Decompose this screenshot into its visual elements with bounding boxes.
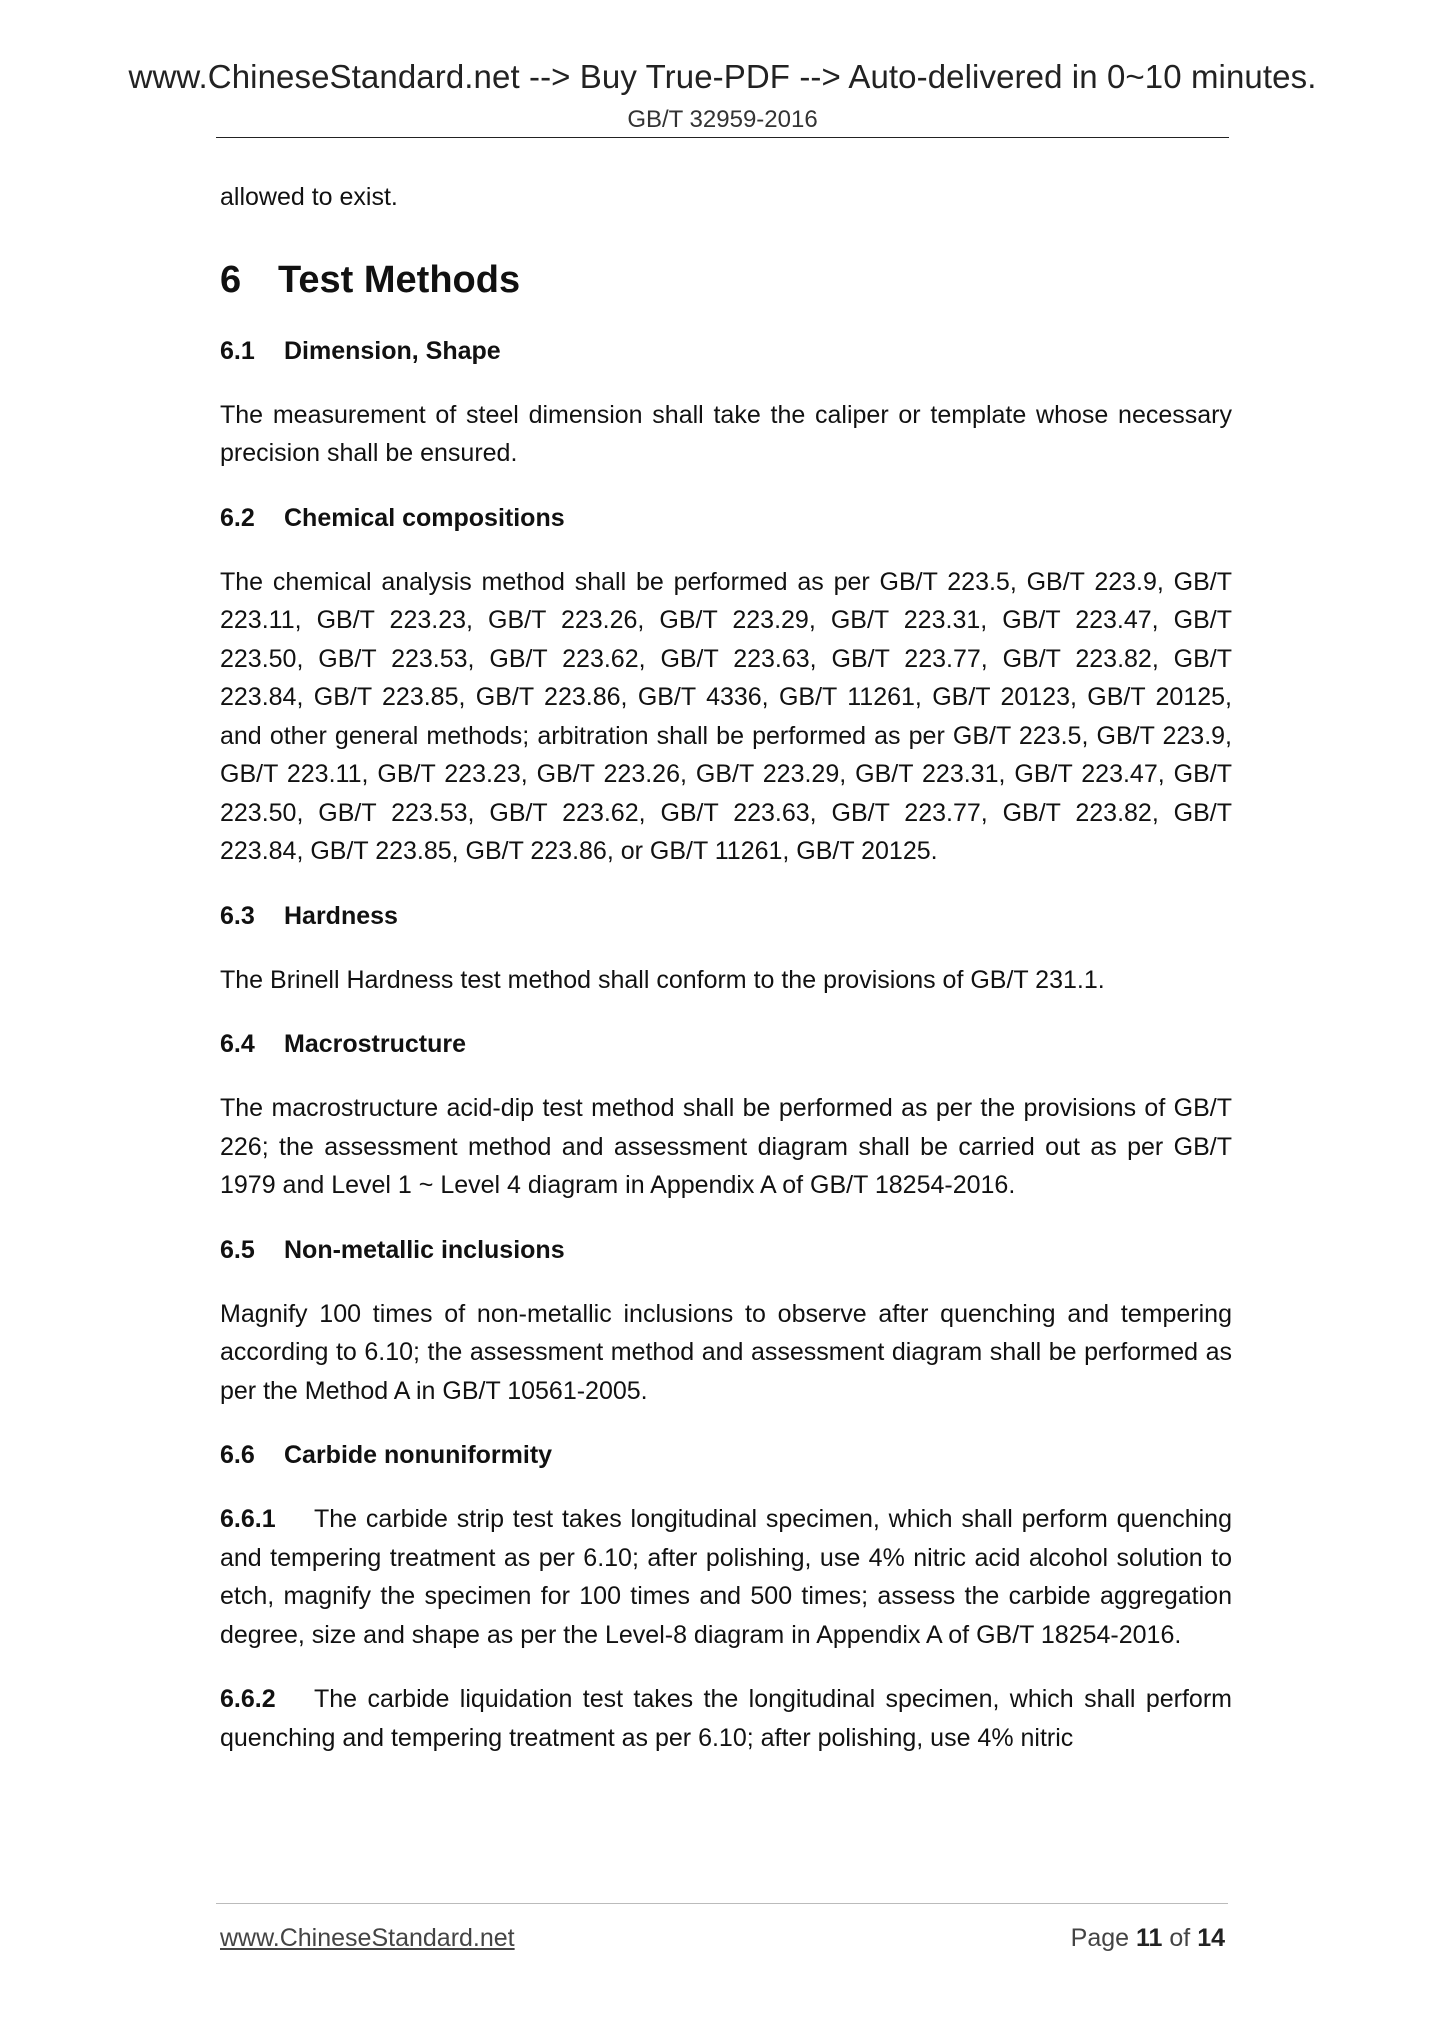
- paragraph-6-6-1: [220, 1500, 1232, 1654]
- paragraph-6-6-2: [220, 1680, 1232, 1757]
- subsection-number: 6.4: [220, 1030, 255, 1058]
- section-6-heading: [220, 258, 1232, 302]
- subsection-6-2-heading: [220, 499, 1232, 537]
- subsection-6-1-heading: [220, 332, 1232, 370]
- footer-divider: [216, 1903, 1228, 1904]
- subsection-6-5-heading: [220, 1231, 1232, 1269]
- subsection-number: 6.6: [220, 1441, 255, 1469]
- footer-site-link[interactable]: www.ChineseStandard.net: [220, 1924, 515, 1952]
- intro-text: allowed to exist.: [220, 183, 398, 211]
- section-number: 6: [220, 258, 242, 301]
- subsection-6-2-text: The chemical analysis method shall be performed as per GB/T 223.5, GB/T 223.9, GB/T 223.11, GB/T 223.23, GB/T 223.26, GB/T 223.29, GB/T 223.31, GB/T 223.47, GB/T 223.50, GB/T 223.53, GB/T 223.62, GB/T 223.63, GB/T 223.77, GB/T 223.82, GB/T 223.84, GB/T 223.85, GB/T 223.86, GB/T 4336, GB/T 11261, GB/T 20123, GB/T 20125, and other general methods; arbitration shall be performed as per GB/T 223.5, GB/T 223.9, GB/T 223.11, GB/T 223.23, GB/T 223.26, GB/T 223.29, GB/T 223.31, GB/T 223.47, GB/T 223.50, GB/T 223.53, GB/T 223.62, GB/T 223.63, GB/T 223.77, GB/T 223.82, GB/T 223.84, GB/T 223.85, GB/T 223.86, or GB/T 11261, GB/T 20125.: [220, 567, 1232, 865]
- paragraph-number: 6.6.2: [220, 1685, 276, 1713]
- page-of: of: [1169, 1924, 1191, 1952]
- paragraph-text: The carbide strip test takes longitudinal specimen, which shall perform quenching and tempering treatment as per 6.10; after polishing, use 4% nitric acid alcohol solution to etch, magnify the specimen for 100 times and 500 times; assess the carbide aggregation degree, size and shape as per the Level-8 diagram in Appendix A of GB/T 18254-2016.: [220, 1505, 1232, 1649]
- total-pages: 14: [1197, 1924, 1225, 1952]
- subsection-title: Dimension, Shape: [284, 336, 501, 365]
- subsection-6-3-heading: [220, 897, 1232, 935]
- standard-code: GB/T 32959-2016: [627, 106, 818, 133]
- subsection-number: 6.1: [220, 336, 255, 365]
- subsection-6-6-heading: [220, 1436, 1232, 1474]
- subsection-title: Macrostructure: [284, 1030, 466, 1058]
- header-divider: [216, 137, 1229, 138]
- subsection-6-5-text: Magnify 100 times of non-metallic inclusions to observe after quenching and tempering according to 6.10; the assessment method and assessment diagram shall be performed as per the Method A in GB/T 10561-2005.: [220, 1299, 1232, 1405]
- paragraph-text: The carbide liquidation test takes the longitudinal specimen, which shall perform quenching and tempering treatment as per 6.10; after polishing, use 4% nitric: [220, 1685, 1232, 1752]
- paragraph-number: 6.6.1: [220, 1505, 276, 1533]
- section-title: Test Methods: [278, 258, 521, 301]
- subsection-number: 6.3: [220, 901, 255, 930]
- subsection-title: Carbide nonuniformity: [284, 1441, 553, 1469]
- current-page-number: 11: [1135, 1924, 1163, 1952]
- document-body: [220, 178, 1232, 1757]
- subsection-6-4-text: The macrostructure acid-dip test method shall be performed as per the provisions of GB/T 226; the assessment method and assessment diagram shall be carried out as per GB/T 1979 and Level 1 ~ Level 4 diagram in Appendix A of GB/T 18254-2016.: [220, 1094, 1232, 1199]
- header-banner[interactable]: www.ChineseStandard.net --> Buy True-PDF --> Auto-delivered in 0~10 minutes.: [128, 58, 1317, 95]
- subsection-title: Hardness: [284, 901, 398, 930]
- subsection-title: Chemical compositions: [284, 503, 565, 532]
- subsection-number: 6.5: [220, 1235, 255, 1264]
- page-indicator: [1071, 1924, 1225, 1953]
- page-prefix: Page: [1070, 1924, 1130, 1952]
- subsection-6-4-heading: [220, 1025, 1232, 1063]
- subsection-6-3-text: The Brinell Hardness test method shall conform to the provisions of GB/T 231.1.: [220, 965, 1105, 994]
- subsection-title: Non-metallic inclusions: [284, 1235, 565, 1264]
- subsection-number: 6.2: [220, 503, 255, 532]
- subsection-6-1-text: The measurement of steel dimension shall take the caliper or template whose necessary precision shall be ensured.: [220, 400, 1232, 467]
